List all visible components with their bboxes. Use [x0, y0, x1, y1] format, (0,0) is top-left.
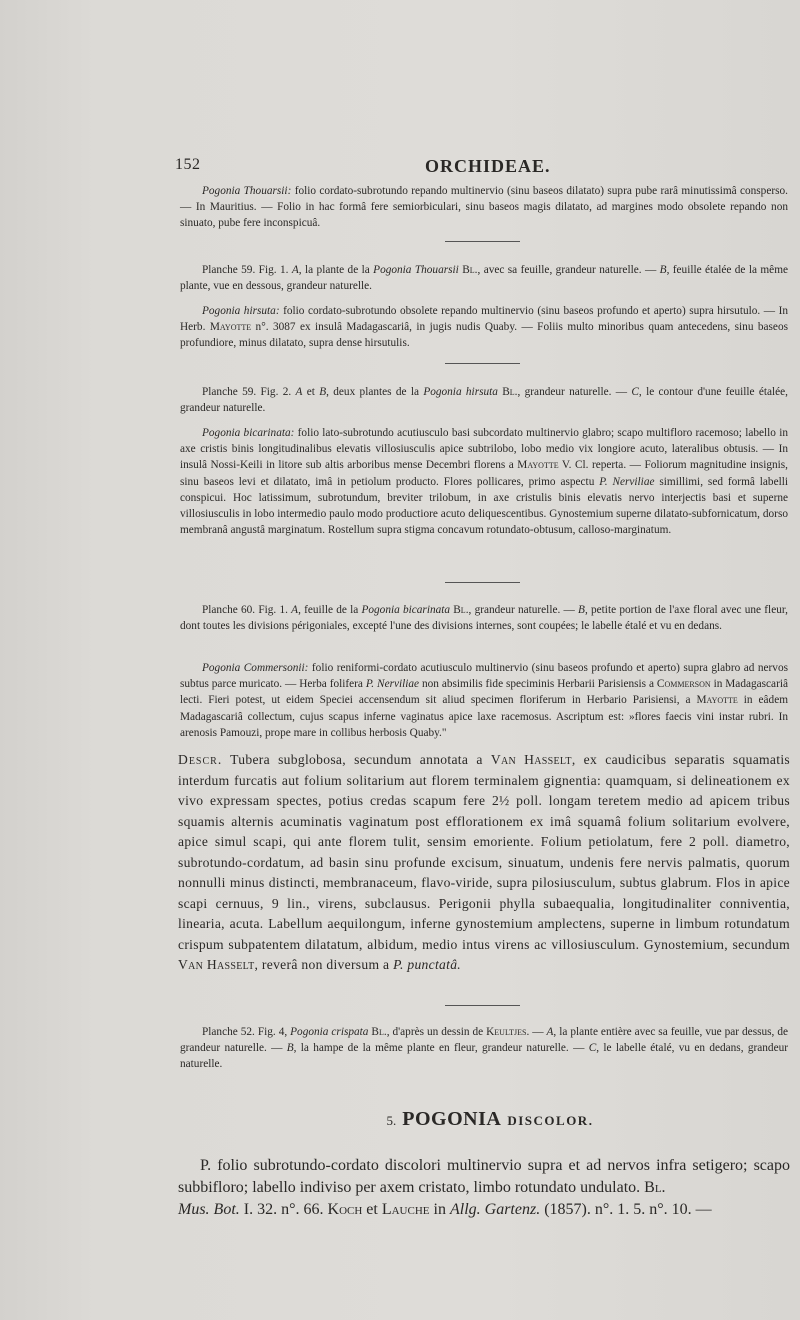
divider — [445, 582, 520, 583]
running-title: ORCHIDEAE. — [425, 156, 551, 176]
paragraph-hirsuta: Pogonia hirsuta: folio cordato-subrotundo obsolete repando multinervio (sinu baseos profundo et aperto) supra hirsutulo. — In Herb. Mayotte n°. 3087 ex insulâ Madagascariâ, in jugis nudis Quaby. — Foliis multo minoribus quam antecedens, sinu baseos profundiore, minus dilatato, supra dense hirsutulis. — [180, 305, 788, 350]
divider — [445, 1005, 520, 1006]
species-name: Pogonia Thouarsii: — [202, 185, 292, 197]
divider — [445, 241, 520, 242]
species-name: Pogonia Commersonii: — [202, 662, 309, 674]
species-name: Pogonia bicarinata: — [202, 427, 295, 439]
paragraph-commersonii: Pogonia Commersonii: folio reniformi-cordato acutiusculo multinervio (sinu baseos profundo et aperto) supra glabro ad nervos subtus parce muricato. — Herba folifera P. Nerviliae non absimilis fide speciminis Herbarii Parisiensis a Commerson in Madagascariâ lecti. Fieri potest, ut eidem Speciei accensendum sit aliud specimen floriferum in Herbario Parisiensi, a Mayotte in eâdem Madagascariâ collectum, cujus scapus inferne vaginatus apice laxe racemosus. Ascriptum est: »flores faecis vini instar rubri. In arenosis Pamouzi, prope mare in collibus herbosis Quaby." — [180, 662, 788, 739]
caption-plate-60-fig-1: Planche 60. Fig. 1. A, feuille de la Pogonia bicarinata Bl., grandeur naturelle. — B, petite portion de l'axe floral avec une fleur, dont toutes les divisions périgoniales, excepté l'une des divisions internes, sont coupées; le labelle étalé et vu en dedans. — [180, 604, 788, 633]
paragraph-text: folio cordato-subrotundo repando multinervio (sinu baseos dilatato) supra pube rarâ minutissimâ consperso. — In Mauritius. — Folio in hac formâ fere semiorbiculari, sinu baseos magis dilatato, ad margines modo obsolete repando non sinuato, pube fere inconspicuâ. — [180, 185, 788, 230]
caption-plate-52-fig-4: Planche 52. Fig. 4, Pogonia crispata Bl., d'après un dessin de Keultjes. — A, la plante entière avec sa feuille, vue par dessus, de grandeur naturelle. — B, la hampe de la même plante en fleur, grandeur naturelle. — C, le labelle étalé, vu en dedans, grandeur naturelle. — [180, 1026, 788, 1071]
paragraph-bicarinata: Pogonia bicarinata: folio lato-subrotundo acutiusculo basi subcordato multinervio glabro; scapo multifloro racemoso; labello in axe cristis binis longitudinalibus elevatis villosiusculis apice subtrilobo, lobo medio vix longiore acuto, lateralibus obtusis. — In insulâ Nossi-Keili in litore sub altis arboribus mense Decembri florens a Mayotte V. Cl. reperta. — Foliorum magnitudine insignis, sinu baseos levi et dilatato, imâ in petiolum producto. Flores pollicares, primo aspectu P. Nerviliae simillimi, sed formâ labelli conspicui. Hoc latissimum, subrotundum, breviter trilobum, in axe cristulis binis elevatis nervo interjectis basi et superne villosiusculis in lobo intermedio paulo modo productiore acuto deliquescentibus. Gynostemium superne dilatato-subfornicatum, dorso membranâ angustâ marginatum. Rostellum supra stigma concavum rotundato-obtusum, calloso-marginatum. — [180, 427, 789, 537]
species-number: 5. — [386, 1113, 397, 1128]
paragraph-thouarsii — [180, 183, 788, 232]
diagnosis-paragraph: P. folio subrotundo-cordato discolori multinervio supra et ad nervos infra setigero; scapo subbifloro; labello indiviso per axem cristato, limbo rotundato undulato. Bl. Mus. Bot. I. 32. n°. 66. Koch et Lauche in Allg. Gartenz. (1857). n°. 1. 5. n°. 10. — — [178, 1157, 790, 1218]
caption-plate-59-fig-2: Planche 59. Fig. 2. A et B, deux plantes de la Pogonia hirsuta Bl., grandeur naturelle. — C, le contour d'une feuille étalée, grandeur naturelle. — [180, 386, 788, 415]
divider — [445, 363, 520, 364]
caption-plate-59-fig-1: Planche 59. Fig. 1. A, la plante de la Pogonia Thouarsii Bl., avec sa feuille, grandeur naturelle. — B, feuille étalée de la même plante, vue en dessous, grandeur naturelle. — [180, 264, 788, 293]
description-paragraph: Descr. Tubera subglobosa, secundum annotata a Van Hasselt, ex caudicibus separatis squamatis interdum furcatis aut folium solitarium aut florem terminalem gignentia: quamquam, si delineationem ex vivo expressam spectes, potius credas scapum fere 2½ poll. longam teretem medio ad apicem tribus squamis alternis acuminatis vaginatum post efflorationem ex imâ squamâ folium solitarium evolvere, apice simul scapi, qui ante florem tulit, sensim emoriente. Folium petiolatum, fere 2 poll. diametro, subrotundo-cordatum, ad basin sinu profunde excisum, sinuatum, undenis fere nervis palmatis, quorum nonnulli minus distincti, membranaceum, flavo-viride, supra pilosiusculum, subtus glabrum. Flos in apice scapi cernuus, 9 lin., virens, subclausus. Perigonii phylla subaequalia, longitudinaliter conniventia, linearia, acuta. Labellum aequilongum, inferne gynostemium amplectens, superne in limbum rotundatum crispum subpatentem dilatatum, albidum, medio intus virens ac villosiusculum. Gynostemium, secundum Van Hasselt, reverâ non diversum a P. punctatâ. — [178, 752, 790, 972]
species-name: Pogonia hirsuta: — [202, 305, 280, 317]
species-epithet: DISCOLOR. — [507, 1113, 594, 1128]
genus-name: POGONIA — [402, 1108, 502, 1130]
species-heading — [180, 1108, 800, 1131]
descr-label: Descr. — [178, 752, 223, 767]
running-header — [175, 156, 795, 180]
page-number: 152 — [175, 156, 201, 173]
